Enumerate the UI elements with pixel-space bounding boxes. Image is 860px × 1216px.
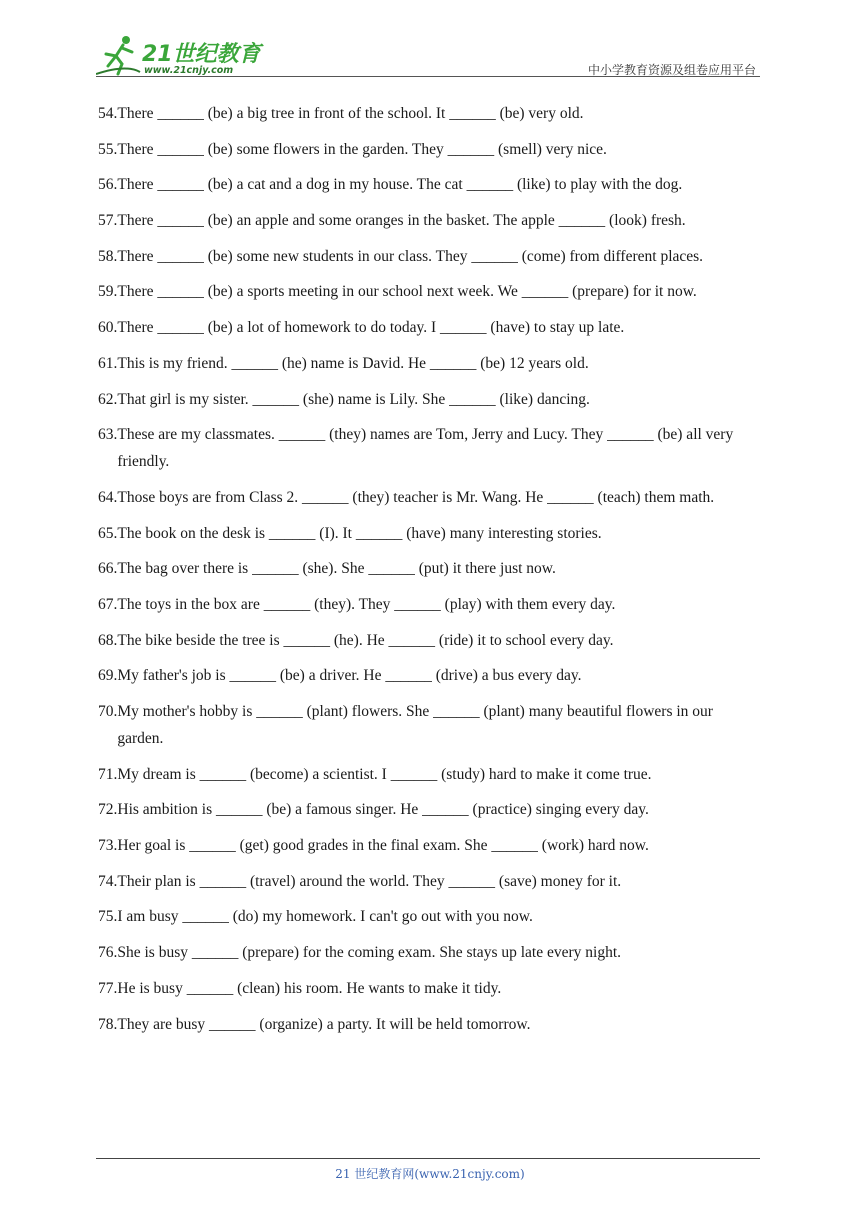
question-item	[98, 484, 762, 511]
question-text: There ______ (be) a big tree in front of the school. It ______ (be) very old.	[117, 105, 584, 122]
question-number: 57.	[98, 212, 118, 230]
question-text: There ______ (be) some flowers in the garden. They ______ (smell) very nice.	[117, 140, 607, 158]
question-number: 77.	[98, 979, 118, 997]
question-item	[98, 698, 762, 752]
question-number: 78.	[98, 1015, 118, 1033]
question-item	[98, 662, 762, 689]
question-text: The toys in the box are ______ (they). They ______ (play) with them every day.	[117, 595, 616, 613]
question-text: There ______ (be) an apple and some oranges in the basket. The apple ______ (look) fresh.	[117, 212, 686, 230]
question-item	[98, 975, 762, 1002]
question-text: Those boys are from Class 2. ______ (they) teacher is Mr. Wang. He ______ (teach) them math.	[117, 488, 715, 506]
question-text: The bike beside the tree is ______ (he). He ______ (ride) it to school every day.	[117, 631, 614, 649]
question-text: These are my classmates. ______ (they) names are Tom, Jerry and Lucy. They ______ (be) all very friendly.	[117, 426, 734, 471]
question-number: 54.	[98, 105, 118, 122]
question-text: My mother's hobby is ______ (plant) flowers. She ______ (plant) many beautiful flowers in our garden.	[117, 703, 713, 747]
question-number: 64.	[98, 488, 118, 506]
question-number: 74.	[98, 872, 118, 890]
question-text: They are busy ______ (organize) a party. It will be held tomorrow.	[117, 1015, 531, 1033]
question-item	[98, 903, 762, 930]
question-item	[98, 761, 762, 788]
question-item	[98, 796, 762, 823]
question-item	[98, 868, 762, 895]
question-item	[98, 100, 762, 127]
question-number: 60.	[98, 319, 118, 337]
question-number: 62.	[98, 390, 118, 408]
footer-divider	[96, 1158, 760, 1159]
platform-text: 中小学教育资源及组卷应用平台	[587, 63, 756, 77]
question-item	[98, 421, 762, 475]
question-number: 71.	[98, 765, 118, 783]
question-item	[98, 1011, 762, 1038]
page-header	[96, 34, 760, 78]
question-text: I am busy ______ (do) my homework. I can't go out with you now.	[117, 908, 533, 926]
question-number: 63.	[98, 426, 118, 444]
question-number: 61.	[98, 354, 118, 372]
question-item	[98, 591, 762, 618]
question-number: 69.	[98, 667, 118, 685]
question-item	[98, 171, 762, 198]
question-item	[98, 627, 762, 654]
question-number: 76.	[98, 944, 118, 962]
logo-url-text: www.21cnjy.com	[144, 65, 234, 76]
question-text: This is my friend. ______ (he) name is David. He ______ (be) 12 years old.	[117, 354, 589, 372]
question-number: 65.	[98, 524, 118, 542]
question-number: 72.	[98, 801, 118, 819]
question-text: His ambition is ______ (be) a famous singer. He ______ (practice) singing every day.	[117, 801, 649, 819]
footer-text[interactable]: 21 世纪教育网(www.21cnjy.com)	[335, 1167, 525, 1181]
question-text: There ______ (be) a sports meeting in our school next week. We ______ (prepare) for it now.	[117, 283, 697, 301]
question-item	[98, 350, 762, 377]
question-text: There ______ (be) a cat and a dog in my house. The cat ______ (like) to play with the dog.	[117, 176, 683, 194]
question-item	[98, 386, 762, 413]
question-text: Their plan is ______ (travel) around the world. They ______ (save) money for it.	[117, 872, 622, 890]
question-item	[98, 314, 762, 341]
question-text: There ______ (be) a lot of homework to do today. I ______ (have) to stay up late.	[117, 319, 625, 337]
question-number: 55.	[98, 140, 118, 158]
question-number: 59.	[98, 283, 118, 301]
question-item	[98, 207, 762, 234]
question-text: The bag over there is ______ (she). She ______ (put) it there just now.	[117, 560, 556, 578]
question-text: Her goal is ______ (get) good grades in the final exam. She ______ (work) hard now.	[117, 837, 649, 855]
logo-text: 21世纪教育	[142, 42, 261, 67]
question-text: She is busy ______ (prepare) for the coming exam. She stays up late every night.	[117, 944, 622, 962]
question-text: There ______ (be) some new students in our class. They ______ (come) from different places.	[117, 247, 704, 265]
question-text: My father's job is ______ (be) a driver. He ______ (drive) a bus every day.	[117, 667, 582, 685]
question-number: 70.	[98, 703, 118, 720]
question-number: 67.	[98, 595, 118, 613]
question-number: 75.	[98, 908, 118, 926]
question-text: The book on the desk is ______ (I). It ______ (have) many interesting stories.	[117, 524, 602, 542]
question-text: That girl is my sister. ______ (she) name is Lily. She ______ (like) dancing.	[117, 390, 590, 408]
question-list	[98, 100, 762, 1046]
question-item	[98, 278, 762, 305]
question-number: 66.	[98, 560, 118, 578]
question-item	[98, 555, 762, 582]
question-number: 58.	[98, 247, 118, 265]
question-item	[98, 832, 762, 859]
question-number: 68.	[98, 631, 118, 649]
question-item	[98, 136, 762, 163]
question-text: My dream is ______ (become) a scientist. I ______ (study) hard to make it come true.	[117, 765, 652, 783]
question-text: He is busy ______ (clean) his room. He wants to make it tidy.	[117, 979, 502, 997]
question-item	[98, 243, 762, 270]
header-divider	[96, 76, 760, 77]
question-number: 56.	[98, 176, 118, 194]
question-item	[98, 939, 762, 966]
logo-21cnjy	[96, 34, 266, 76]
question-item	[98, 520, 762, 547]
question-number: 73.	[98, 837, 118, 855]
